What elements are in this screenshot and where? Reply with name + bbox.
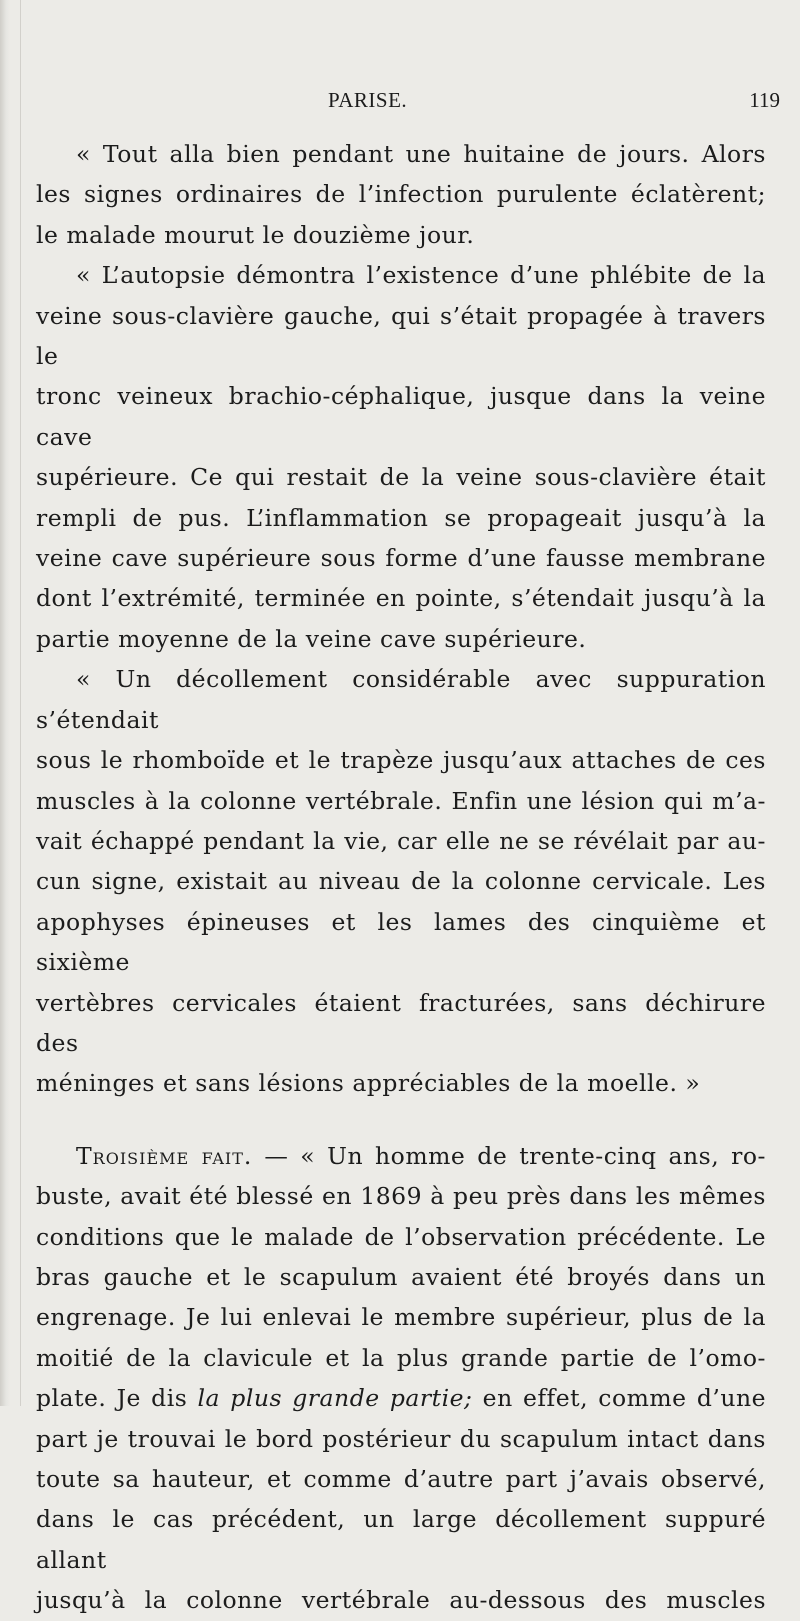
text-line: dans le cas précédent, un large décollement suppuré allant <box>36 1505 766 1574</box>
text-line: bras gauche et le scapulum avaient été broyés dans un <box>36 1262 766 1291</box>
text-line: moitié de la clavicule et la plus grande partie de l’omo- <box>36 1343 766 1372</box>
text-line: sous le rhomboïde et le trapèze jusqu’aux attaches de ces <box>36 746 766 775</box>
text-line: « L’autopsie démontra l’existence d’une phlébite de la <box>76 261 766 290</box>
text-run: plate. Je dis <box>36 1384 198 1413</box>
text-line: vait échappé pendant la vie, car elle ne se révélait par au- <box>36 826 766 855</box>
text-line: « Tout alla bien pendant une huitaine de jours. Alors <box>76 140 766 168</box>
section-heading: Troisième fait. <box>76 1141 253 1170</box>
page-edge-shadow <box>0 0 10 1406</box>
text-line: « Un décollement considérable avec suppuration s’étendait <box>36 665 766 734</box>
text-line: buste, avait été blessé en 1869 à peu près dans les mêmes <box>36 1182 766 1211</box>
text-line: supérieure. Ce qui restait de la veine sous-clavière était <box>36 463 766 492</box>
text-line: veine sous-clavière gauche, qui s’était propagée à travers le <box>36 301 766 371</box>
text-line: partie moyenne de la veine cave supérieure. <box>36 624 587 653</box>
paragraph-2 <box>36 255 766 659</box>
text-line: cun signe, existait au niveau de la colonne cervicale. Les <box>36 867 766 896</box>
text-run: en effet, comme d’une <box>472 1384 767 1413</box>
text-line: conditions que le malade de l’observation précédente. Le <box>36 1222 766 1251</box>
running-head: PARISE. <box>328 88 408 112</box>
page-number: 119 <box>749 88 780 112</box>
text-line <box>36 1378 766 1418</box>
text-line: tronc veineux brachio-céphalique, jusque dans la veine cave <box>36 382 766 451</box>
text-line: méninges et sans lésions appréciables de la moelle. » <box>36 1069 701 1098</box>
text-line: le malade mourut le douzième jour. <box>36 220 475 249</box>
text-run: — « Un homme de trente-cinq ans, ro- <box>252 1141 766 1170</box>
paragraph-4 <box>36 1136 766 1621</box>
page-header <box>40 88 790 118</box>
text-line: engrenage. Je lui enlevai le membre supérieur, plus de la <box>36 1303 766 1332</box>
paragraph-1 <box>36 134 766 255</box>
text-line: part je trouvai le bord postérieur du scapulum intact dans <box>36 1424 766 1453</box>
text-line: rempli de pus. L’inflammation se propageait jusqu’à la <box>36 503 766 532</box>
text-line: jusqu’à la colonne vertébrale au-dessous des muscles <box>36 1586 766 1615</box>
body-text <box>36 134 766 1621</box>
text-line: veine cave supérieure sous forme d’une fausse membrane <box>36 544 766 573</box>
text-line: vertèbres cervicales étaient fracturées, sans déchirure des <box>36 988 766 1057</box>
paragraph-3 <box>36 659 766 1103</box>
italic-phrase: la plus grande partie; <box>197 1384 473 1413</box>
text-line: dont l’extrémité, terminée en pointe, s’étendait jusqu’à la <box>36 584 766 613</box>
text-line: les signes ordinaires de l’infection purulente éclatèrent; <box>36 180 766 209</box>
text-line: apophyses épineuses et les lames des cinquième et sixième <box>36 907 766 977</box>
text-line: muscles à la colonne vertébrale. Enfin une lésion qui m’a- <box>36 786 766 815</box>
text-line: toute sa hauteur, et comme d’autre part j’avais observé, <box>36 1465 766 1493</box>
text-line <box>36 1136 766 1176</box>
page-edge-line <box>20 0 21 1406</box>
